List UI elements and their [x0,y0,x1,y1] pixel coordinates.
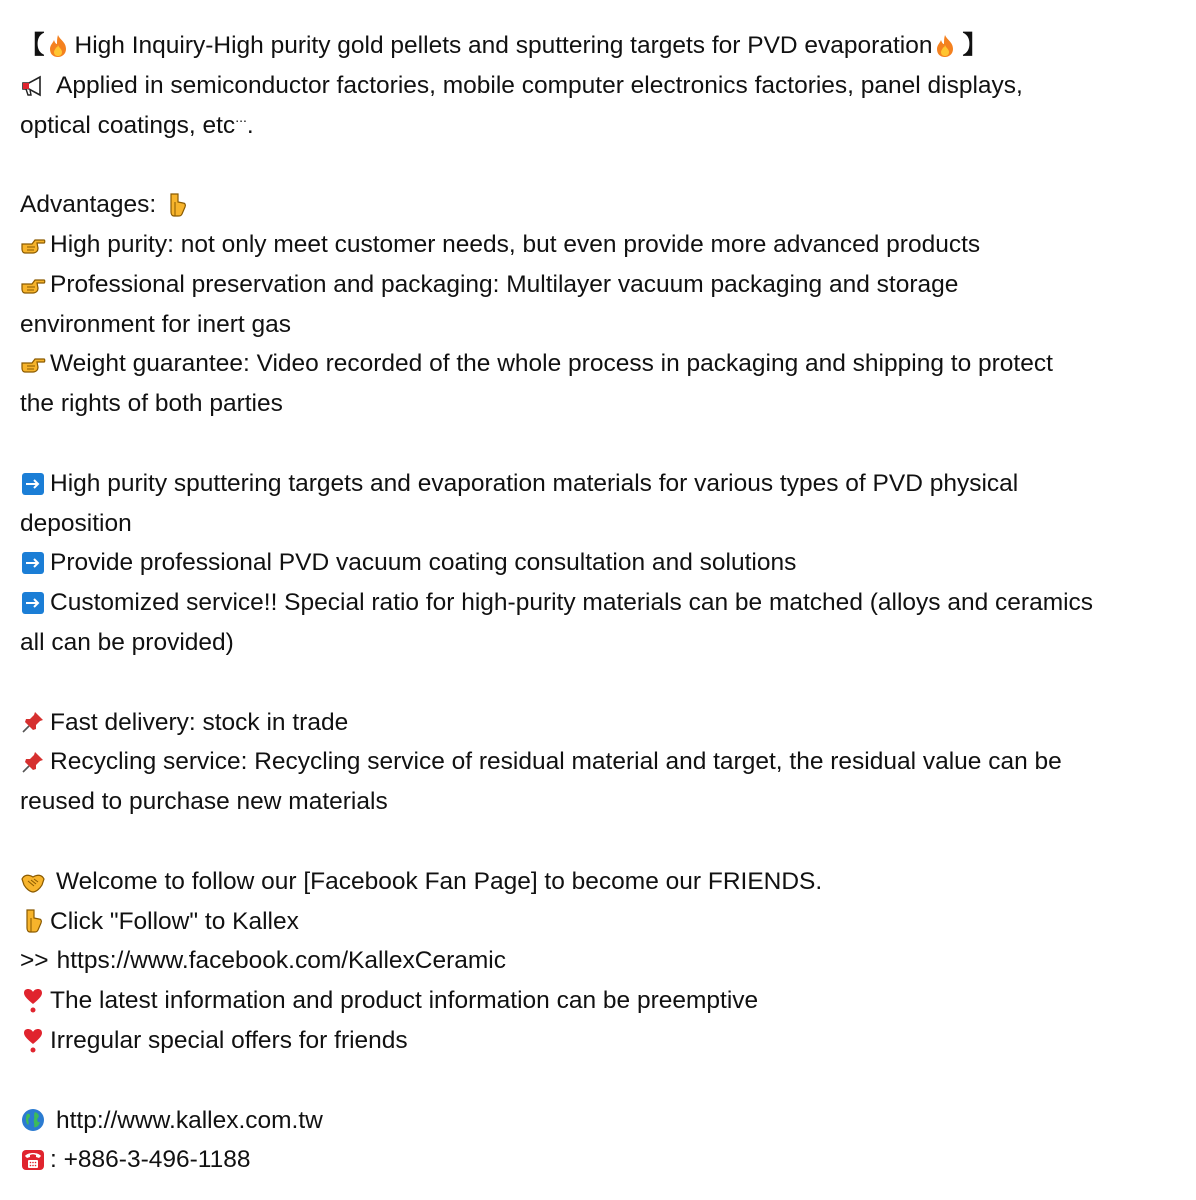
pushpin-icon [20,749,46,775]
spacer [20,822,1186,862]
pin-item-continued [20,782,1186,822]
spacer [20,1061,1186,1101]
applied-line-cont: optical coatings, etc ... . [20,106,1186,146]
backhand-pointing-down-icon [20,908,46,934]
advantage-item-text: Professional preservation and packaging: Multilayer vacuum packaging and storage [50,270,959,298]
advantage-item-text: High purity: not only meet customer needs, but even provide more advanced products [50,230,981,258]
service-item-text: Provide professional PVD vacuum coating consultation and solutions [50,549,797,577]
service-list [20,464,1186,663]
pin-item-text: Recycling service: Recycling service of residual material and target, the residual value can be [50,748,1062,776]
service-item-text: Customized service!! Special ratio for high-purity materials can be matched (alloys and ceramics [50,589,1094,617]
advantage-item-continued [20,384,1186,424]
service-item-text: all can be provided) [20,628,234,656]
website-line [20,1101,1186,1141]
welcome-line [20,862,1186,902]
megaphone-icon [20,73,46,99]
advantages-heading-line [20,185,1186,225]
pin-item [20,703,1186,743]
pointing-right-icon [20,351,46,377]
backhand-pointing-down-icon [164,192,190,218]
fire-icon [932,33,958,59]
spacer [20,145,1186,185]
right-arrow-icon [20,590,46,616]
advantage-item [20,344,1186,384]
pin-item-text: reused to purchase new materials [20,788,388,816]
post-title [20,26,1186,66]
service-item [20,464,1186,504]
website-link[interactable]: http://www.kallex.com.tw [56,1106,323,1134]
advantage-item-text: environment for inert gas [20,310,291,338]
perk-text: Irregular special offers for friends [50,1026,408,1054]
phone-line [20,1140,1186,1180]
applied-line [20,66,1186,106]
applied-text-2: optical coatings, etc [20,111,236,139]
right-arrow-icon [20,550,46,576]
perk-list [20,981,1186,1061]
perk-item [20,981,1186,1021]
heart-exclamation-icon [20,988,46,1014]
welcome-text: Welcome to follow our [Facebook Fan Page] to become our FRIENDS. [56,867,823,895]
title-text: High Inquiry-High purity gold pellets and sputtering targets for PVD evaporation [74,32,933,59]
service-item-text: High purity sputtering targets and evaporation materials for various types of PVD physical [50,469,1019,497]
advantage-item [20,225,1186,265]
perk-item [20,1021,1186,1061]
fire-icon [45,33,71,59]
advantage-item-text: Weight guarantee: Video recorded of the whole process in packaging and shipping to protect [50,350,1053,378]
service-item-text: deposition [20,509,132,537]
service-item-continued [20,623,1186,663]
right-arrow-icon [20,471,46,497]
advantage-item [20,265,1186,305]
title-open-bracket: 【 [20,32,45,59]
title-close-bracket: 】 [962,32,987,59]
spacer [20,424,1186,464]
advantage-item-continued [20,305,1186,345]
pin-item-text: Fast delivery: stock in trade [50,708,349,736]
telephone-icon [20,1147,46,1173]
pushpin-icon [20,709,46,735]
facebook-link-line [20,941,1186,981]
applied-text-1: Applied in semiconductor factories, mobile computer electronics factories, panel displays, [56,71,1023,99]
pointing-right-icon [20,232,46,258]
post-content [20,26,1186,1180]
perk-text: The latest information and product information can be preemptive [50,987,759,1015]
pin-list [20,703,1186,822]
globe-icon [20,1107,46,1133]
click-text: Click "Follow" to Kallex [50,907,299,935]
pointing-right-icon [20,272,46,298]
handshake-icon [20,869,46,895]
advantages-heading: Advantages: [20,191,157,219]
applied-ellipsis: ... [235,108,247,125]
facebook-link[interactable]: https://www.facebook.com/KallexCeramic [56,947,506,975]
spacer [20,663,1186,703]
click-line [20,902,1186,942]
advantage-list [20,225,1186,424]
service-item-continued [20,504,1186,544]
advantage-item-text: the rights of both parties [20,390,283,418]
service-item [20,543,1186,583]
service-item [20,583,1186,623]
heart-exclamation-icon [20,1028,46,1054]
link-prefix: >> [20,947,49,975]
phone-text: : +886-3-496-1188 [50,1146,251,1174]
pin-item [20,742,1186,782]
